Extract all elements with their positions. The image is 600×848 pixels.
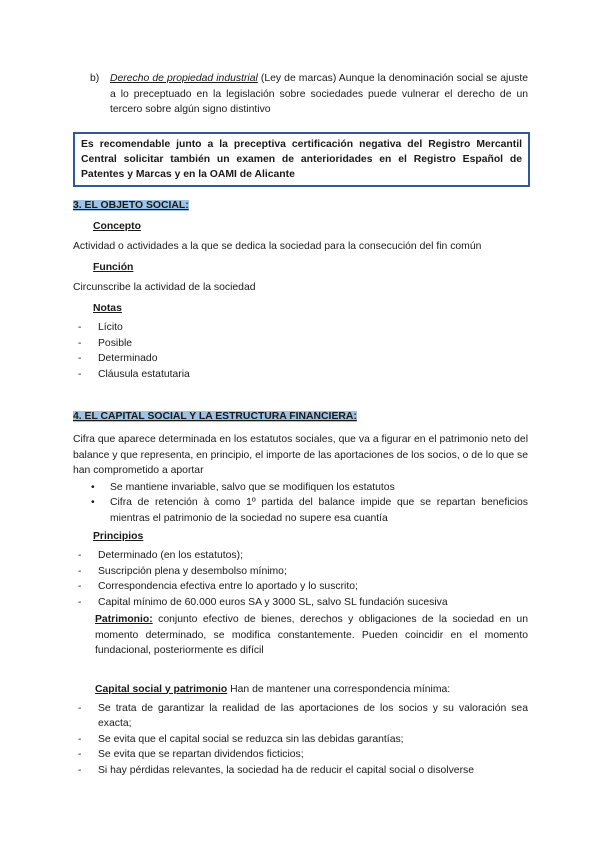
list-item: - Suscripción plena y desembolso mínimo; (73, 564, 528, 580)
capital-para (73, 682, 528, 701)
item-text: (Ley de marcas) Aunque la denominación social se ajuste a lo preceptuado en la legislación sobre sociedades puede vulnerar el derecho de un tercero sobre algún signo distintivo (110, 73, 528, 115)
section-heading: 3. EL OBJETO SOCIAL: (73, 200, 189, 211)
list-item: - Capital mínimo de 60.000 euros SA y 3000 SL, salvo SL fundación sucesiva (73, 595, 528, 611)
subheading-funcion: Función (93, 262, 134, 273)
funcion-text: Circunscribe la actividad de la sociedad (73, 282, 256, 293)
list-item: - Lícito (73, 320, 528, 336)
list-item: - Se evita que se repartan dividendos ficticios; (73, 747, 528, 763)
item-marker: b) (90, 73, 100, 84)
capital-label: Capital social y patrimonio (95, 683, 228, 695)
subheading-principios: Principios (93, 531, 144, 542)
list-item: • Cifra de retención à como 1º partida del balance impide que se repartan beneficios mientras el patrimonio de la sociedad no supere esa cuantía (85, 495, 528, 526)
concepto-text: Actividad o actividades a la que se dedica la sociedad para la consecución del fin común (73, 241, 482, 252)
item-b (90, 71, 528, 118)
bullet-list (85, 480, 528, 527)
list-item: - Posible (73, 336, 528, 352)
list-item: - Determinado (en los estatutos); (73, 548, 528, 564)
principios-list (73, 548, 528, 610)
note-box: Es recomendable junto a la preceptiva certificación negativa del Registro Mercantil Central solicitar también un examen de anterioridades en el Registro Español de Patentes y Marcas y en la OAMI de Alicante (73, 132, 530, 187)
list-item: - Se evita que el capital social se reduzca sin las debidas garantías; (73, 732, 528, 748)
capital-list (73, 701, 528, 779)
patrimonio-text: conjunto efectivo de bienes, derechos y obligaciones de la sociedad en un momento determinado, se modifica constantemente. Pueden coincidir en el momento fundacional, posteriormente es difícil (95, 614, 528, 656)
list-item: • Se mantiene invariable, salvo que se modifiquen los estatutos (85, 480, 528, 496)
list-item: - Determinado (73, 351, 528, 367)
section-3 (73, 198, 528, 382)
list-item: - Cláusula estatutaria (73, 367, 528, 383)
section-4 (73, 409, 528, 778)
intro-text: Cifra que aparece determinada en los estatutos sociales, que va a figurar en el patrimonio neto del balance y que representa, en principio, el importe de las aportaciones de los socios, o de lo que se han comprometido a aportar (73, 434, 528, 476)
list-item: - Se trata de garantizar la realidad de las aportaciones de los socios y su valoración sea exacta; (73, 701, 528, 732)
notas-list (73, 320, 528, 382)
item-term: Derecho de propiedad industrial (110, 73, 258, 84)
subheading-notas: Notas (93, 303, 122, 314)
list-item: - Correspondencia efectiva entre lo aportado y lo suscrito; (73, 579, 528, 595)
capital-text: Han de mantener una correspondencia mínima: (227, 683, 451, 695)
list-item: - Si hay pérdidas relevantes, la sociedad ha de reducir el capital social o disolverse (73, 763, 528, 779)
section-heading: 4. EL CAPITAL SOCIAL Y LA ESTRUCTURA FINANCIERA: (73, 411, 357, 422)
subheading-concepto: Concepto (93, 221, 141, 232)
patrimonio-label: Patrimonio: (95, 614, 153, 625)
patrimonio-para (73, 612, 528, 659)
